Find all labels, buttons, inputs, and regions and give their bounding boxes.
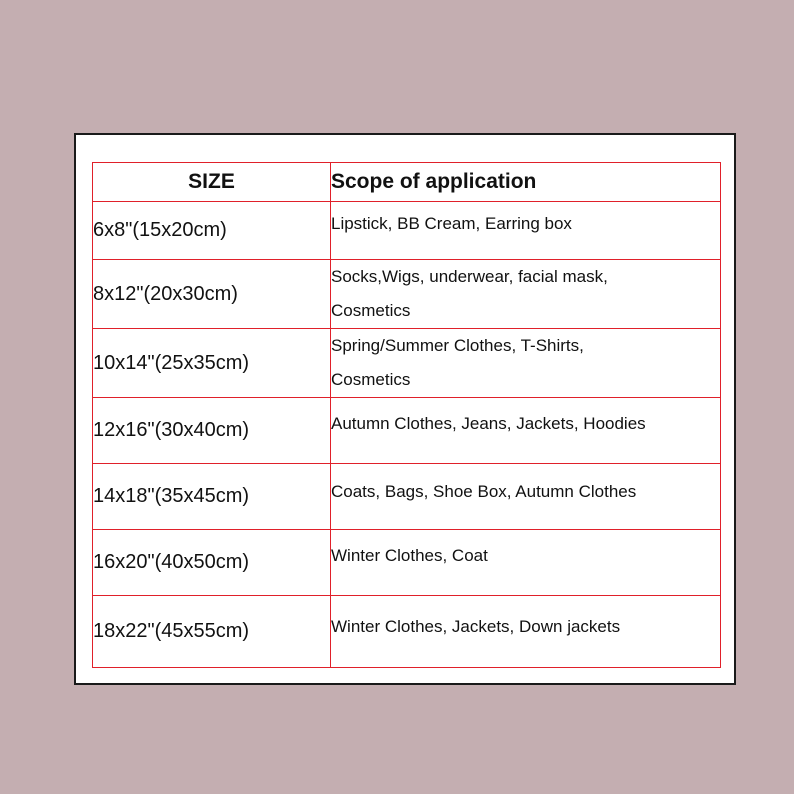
size-column-header: SIZE <box>93 163 331 202</box>
size-cell: 8x12"(20x30cm) <box>93 260 331 329</box>
scope-line: Autumn Clothes, Jeans, Jackets, Hoodies <box>331 413 646 433</box>
scope-cell <box>331 202 721 260</box>
scope-line: Cosmetics <box>331 370 411 389</box>
scope-cell <box>331 596 721 668</box>
table-row <box>93 202 721 260</box>
table-header-row <box>93 163 721 202</box>
scope-cell <box>331 398 721 464</box>
size-cell: 12x16"(30x40cm) <box>93 398 331 464</box>
scope-line: Winter Clothes, Coat <box>331 545 488 565</box>
scope-line: Socks,Wigs, underwear, facial mask, <box>331 267 608 286</box>
scope-column-header: Scope of application <box>331 163 721 202</box>
table-row <box>93 530 721 596</box>
size-chart-card <box>74 133 736 685</box>
size-chart-table <box>92 162 721 668</box>
scope-cell <box>331 464 721 530</box>
table-row <box>93 329 721 398</box>
scope-line: Spring/Summer Clothes, T-Shirts, <box>331 336 584 355</box>
table-row <box>93 596 721 668</box>
size-cell: 14x18"(35x45cm) <box>93 464 331 530</box>
scope-line: Lipstick, BB Cream, Earring box <box>331 213 572 233</box>
size-cell: 6x8"(15x20cm) <box>93 202 331 260</box>
scope-cell <box>331 260 721 329</box>
size-cell: 16x20"(40x50cm) <box>93 530 331 596</box>
scope-cell <box>331 329 721 398</box>
scope-cell <box>331 530 721 596</box>
table-row <box>93 260 721 329</box>
scope-line: Winter Clothes, Jackets, Down jackets <box>331 616 621 636</box>
size-cell: 10x14"(25x35cm) <box>93 329 331 398</box>
size-cell: 18x22"(45x55cm) <box>93 596 331 668</box>
table-row <box>93 464 721 530</box>
scope-line: Coats, Bags, Shoe Box, Autumn Clothes <box>331 481 637 501</box>
table-row <box>93 398 721 464</box>
scope-line: Cosmetics <box>331 301 411 320</box>
